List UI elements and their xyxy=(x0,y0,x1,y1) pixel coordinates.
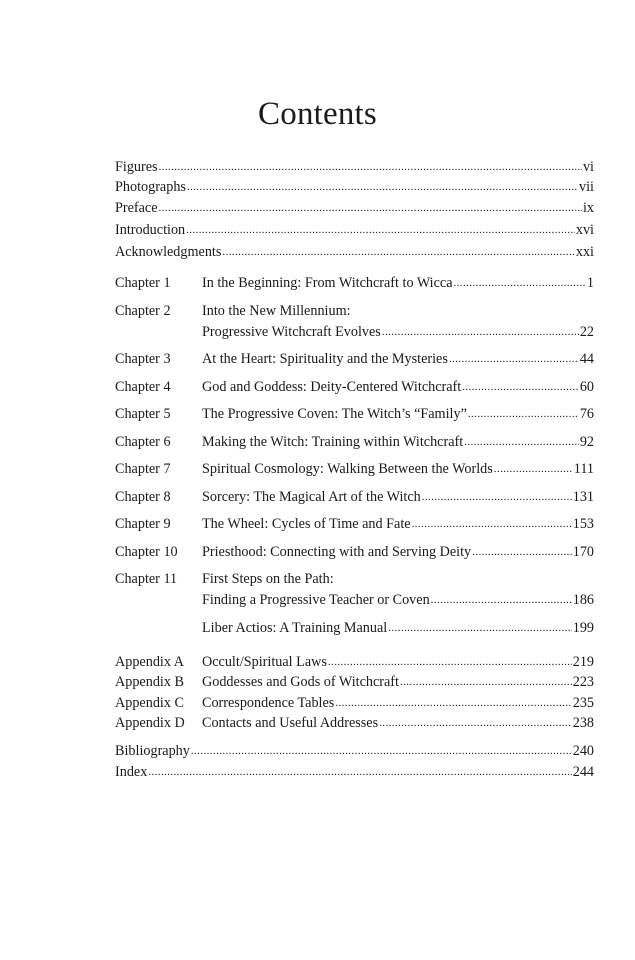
toc-chapter-6 xyxy=(115,432,594,453)
toc-chapter-3 xyxy=(115,349,594,370)
dot-leader xyxy=(159,156,582,177)
toc-chapter-2-line1 xyxy=(115,301,594,321)
chapter-label: Chapter 6 xyxy=(115,434,171,450)
chapter-label: Chapter 1 xyxy=(115,275,171,291)
entry-page: 240 xyxy=(572,743,594,759)
toc-appendix-a xyxy=(115,652,594,673)
entry-label: Acknowledgments xyxy=(115,244,222,260)
dot-leader xyxy=(222,241,574,262)
appendix-title: Correspondence Tables xyxy=(202,695,335,711)
toc-chapter-4 xyxy=(115,377,594,398)
chapter-title: Spiritual Cosmology: Walking Between the Worlds xyxy=(202,461,493,477)
chapter-title: Finding a Progressive Teacher or Coven xyxy=(202,592,430,608)
toc-chapter-1 xyxy=(115,273,594,294)
toc-entry-introduction xyxy=(115,220,594,241)
entry-label: Index xyxy=(115,764,148,780)
chapter-label: Chapter 2 xyxy=(115,303,171,319)
dot-leader xyxy=(468,403,579,424)
chapter-page: 111 xyxy=(573,461,594,477)
chapter-page: 131 xyxy=(572,489,594,505)
chapter-title: Priesthood: Connecting with and Serving Deity xyxy=(202,544,472,560)
toc-entry-bibliography xyxy=(115,741,594,762)
toc-chapter-10 xyxy=(115,542,594,563)
chapter-label: Chapter 9 xyxy=(115,516,171,532)
dot-leader xyxy=(159,197,582,218)
dot-leader xyxy=(382,321,579,342)
chapter-title: Progressive Witchcraft Evolves xyxy=(202,324,381,340)
chapter-label: Chapter 10 xyxy=(115,544,178,560)
appendix-label: Appendix C xyxy=(115,695,184,711)
dot-leader xyxy=(464,431,579,452)
chapter-title-line1: Into the New Millennium: xyxy=(202,303,351,319)
toc-entry-preface xyxy=(115,198,594,219)
chapter-title: God and Goddess: Deity-Centered Witchcraft xyxy=(202,379,462,395)
entry-label: Bibliography xyxy=(115,743,190,759)
chapter-title: Sorcery: The Magical Art of the Witch xyxy=(202,489,421,505)
dot-leader xyxy=(388,617,571,638)
entry-label: Preface xyxy=(115,200,158,216)
chapter-title: In the Beginning: From Witchcraft to Wicca xyxy=(202,275,453,291)
toc-chapter-5 xyxy=(115,404,594,425)
dot-leader xyxy=(462,376,579,397)
toc-chapter-9 xyxy=(115,514,594,535)
toc-chapter-2 xyxy=(115,322,594,343)
toc-entry-photographs xyxy=(115,177,594,198)
dot-leader xyxy=(449,348,579,369)
toc-liber-actios xyxy=(115,618,594,639)
dot-leader xyxy=(472,541,572,562)
chapter-page: 22 xyxy=(579,324,594,340)
appendix-page: 238 xyxy=(572,715,594,731)
appendix-label: Appendix B xyxy=(115,674,184,690)
entry-page: ix xyxy=(582,200,594,216)
appendix-title: Contacts and Useful Addresses xyxy=(202,715,379,731)
entry-label: Introduction xyxy=(115,222,186,238)
dot-leader xyxy=(191,740,572,761)
chapter-page: 1 xyxy=(586,275,594,291)
appendix-title: Goddesses and Gods of Witchcraft xyxy=(202,674,399,690)
appendix-label: Appendix A xyxy=(115,654,184,670)
appendix-page: 223 xyxy=(572,674,594,690)
entry-label: Photographs xyxy=(115,179,186,195)
entry-page: vi xyxy=(582,159,594,175)
chapter-label: Chapter 11 xyxy=(115,571,178,587)
dot-leader xyxy=(400,671,572,692)
appendix-title: Occult/Spiritual Laws xyxy=(202,654,327,670)
dot-leader xyxy=(148,761,571,782)
chapter-title: At the Heart: Spirituality and the Mysteries xyxy=(202,351,448,367)
appendix-page: 219 xyxy=(572,654,594,670)
chapter-title: Making the Witch: Training within Witchcraft xyxy=(202,434,464,450)
page-title: Contents xyxy=(258,96,377,132)
toc-appendix-d xyxy=(115,713,594,734)
dot-leader xyxy=(431,589,572,610)
chapter-page: 153 xyxy=(572,516,594,532)
chapter-page: 60 xyxy=(579,379,594,395)
chapter-label: Chapter 7 xyxy=(115,461,171,477)
liber-title: Liber Actios: A Training Manual xyxy=(202,620,388,636)
chapter-page: 170 xyxy=(572,544,594,560)
toc-chapter-11-line1 xyxy=(115,569,594,589)
chapter-title: The Progressive Coven: The Witch’s “Family” xyxy=(202,406,467,422)
chapter-label: Chapter 5 xyxy=(115,406,171,422)
dot-leader xyxy=(328,651,572,672)
dot-leader xyxy=(186,219,575,240)
appendix-page: 235 xyxy=(572,695,594,711)
entry-page: vii xyxy=(579,179,594,195)
chapter-title: The Wheel: Cycles of Time and Fate xyxy=(202,516,411,532)
chapter-page: 186 xyxy=(572,592,594,608)
entry-page: xvi xyxy=(575,222,594,238)
appendix-label: Appendix D xyxy=(115,715,185,731)
chapter-label: Chapter 8 xyxy=(115,489,171,505)
toc-entry-index xyxy=(115,762,594,783)
dot-leader xyxy=(494,458,573,479)
dot-leader xyxy=(422,486,572,507)
chapter-label: Chapter 4 xyxy=(115,379,171,395)
chapter-label: Chapter 3 xyxy=(115,351,171,367)
toc-appendix-b xyxy=(115,672,594,693)
chapter-page: 76 xyxy=(579,406,594,422)
dot-leader xyxy=(454,272,586,293)
toc-chapter-7 xyxy=(115,459,594,480)
dot-leader xyxy=(379,712,572,733)
toc-chapter-11 xyxy=(115,590,594,611)
liber-page: 199 xyxy=(572,620,594,636)
entry-page: 244 xyxy=(572,764,594,780)
chapter-page: 92 xyxy=(579,434,594,450)
toc-appendix-c xyxy=(115,693,594,714)
dot-leader xyxy=(412,513,572,534)
toc-entry-acknowledgments xyxy=(115,242,594,263)
entry-label: Figures xyxy=(115,159,158,175)
dot-leader xyxy=(187,176,578,197)
entry-page: xxi xyxy=(575,244,594,260)
dot-leader xyxy=(335,692,571,713)
chapter-page: 44 xyxy=(579,351,594,367)
toc-chapter-8 xyxy=(115,487,594,508)
chapter-title-line1: First Steps on the Path: xyxy=(202,571,334,587)
toc-entry-figures xyxy=(115,157,594,178)
